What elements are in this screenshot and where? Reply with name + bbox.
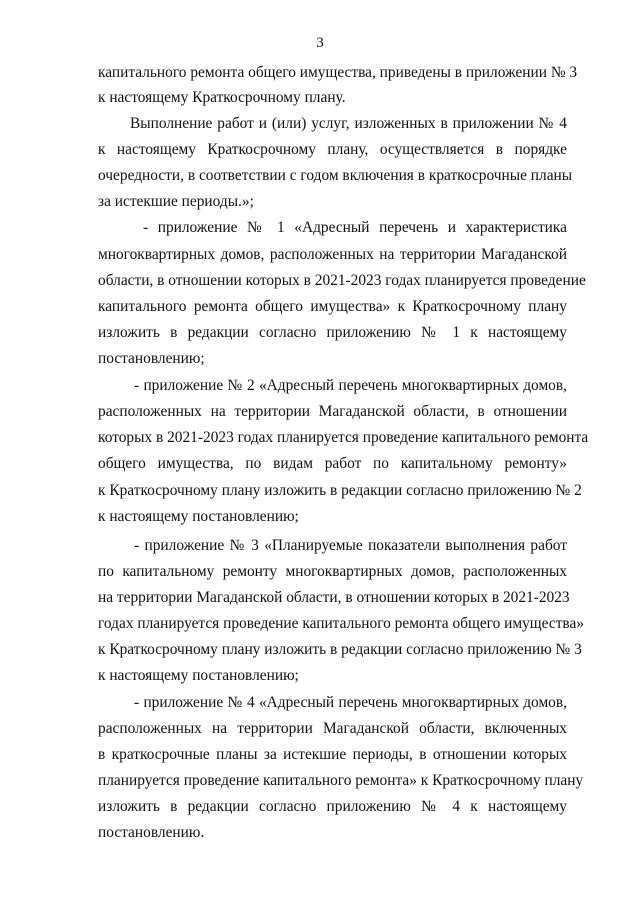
text-line: планируется проведение капитального ремонта» к Краткосрочному плану (98, 772, 584, 789)
text-line: изложить в редакции согласно приложению № 1 к настоящему (98, 324, 567, 341)
text-line: расположенных на территории Магаданской области, включенных (98, 720, 567, 737)
text-line: изложить в редакции согласно приложению № 4 к настоящему (98, 798, 567, 815)
text-line: к настоящему постановлению; (98, 508, 299, 525)
text-line: к настоящему Краткосрочному плану, осуществляется в порядке (98, 141, 567, 158)
paragraph-first-line: - приложение № 3 «Планируемые показатели выполнения работ (134, 537, 567, 554)
paragraph-first-line: - приложение № 4 «Адресный перечень многоквартирных домов, (134, 694, 567, 711)
text-line: на территории Магаданской области, в отношении которых в 2021-2023 (98, 589, 570, 606)
text-line: годах планируется проведение капитального ремонта общего имущества» (98, 615, 585, 632)
text-line: постановлению. (98, 824, 205, 841)
page-number: 3 (316, 35, 324, 51)
text-line: капитального ремонта общего имущества» к Краткосрочному плану (98, 298, 567, 315)
text-line: очередности, в соответствии с годом включения в краткосрочные планы (98, 167, 573, 184)
text-line: общего имущества, по видам работ по капитальному ремонту» (98, 455, 567, 472)
paragraph-first-line: - приложение № 1 «Адресный перечень и характеристика (143, 219, 567, 236)
text-line: которых в 2021-2023 годах планируется проведение капитального ремонта (98, 429, 589, 446)
text-line: постановлению; (98, 350, 205, 367)
text-line: к настоящему постановлению; (98, 667, 299, 684)
paragraph-first-line: - приложение № 2 «Адресный перечень многоквартирных домов, (134, 377, 567, 394)
text-line: за истекшие периоды.»; (98, 193, 254, 210)
paragraph-first-line: Выполнение работ и (или) услуг, изложенных в приложении № 4 (130, 115, 567, 132)
text-line: к Краткосрочному плану изложить в редакции согласно приложению № 3 (98, 641, 582, 658)
text-line: расположенных на территории Магаданской области, в отношении (98, 403, 567, 420)
text-line: капитального ремонта общего имущества, приведены в приложении № 3 (98, 64, 578, 81)
text-line: в краткосрочные планы за истекшие периоды, в отношении которых (98, 746, 567, 763)
text-line: к Краткосрочному плану изложить в редакции согласно приложению № 2 (98, 482, 582, 499)
text-line: области, в отношении которых в 2021-2023 годах планируется проведение (98, 272, 586, 289)
text-line: к настоящему Краткосрочному плану. (98, 89, 346, 106)
text-line: многоквартирных домов, расположенных на территории Магаданской (98, 246, 567, 263)
text-line: по капитальному ремонту многоквартирных домов, расположенных (98, 563, 567, 580)
